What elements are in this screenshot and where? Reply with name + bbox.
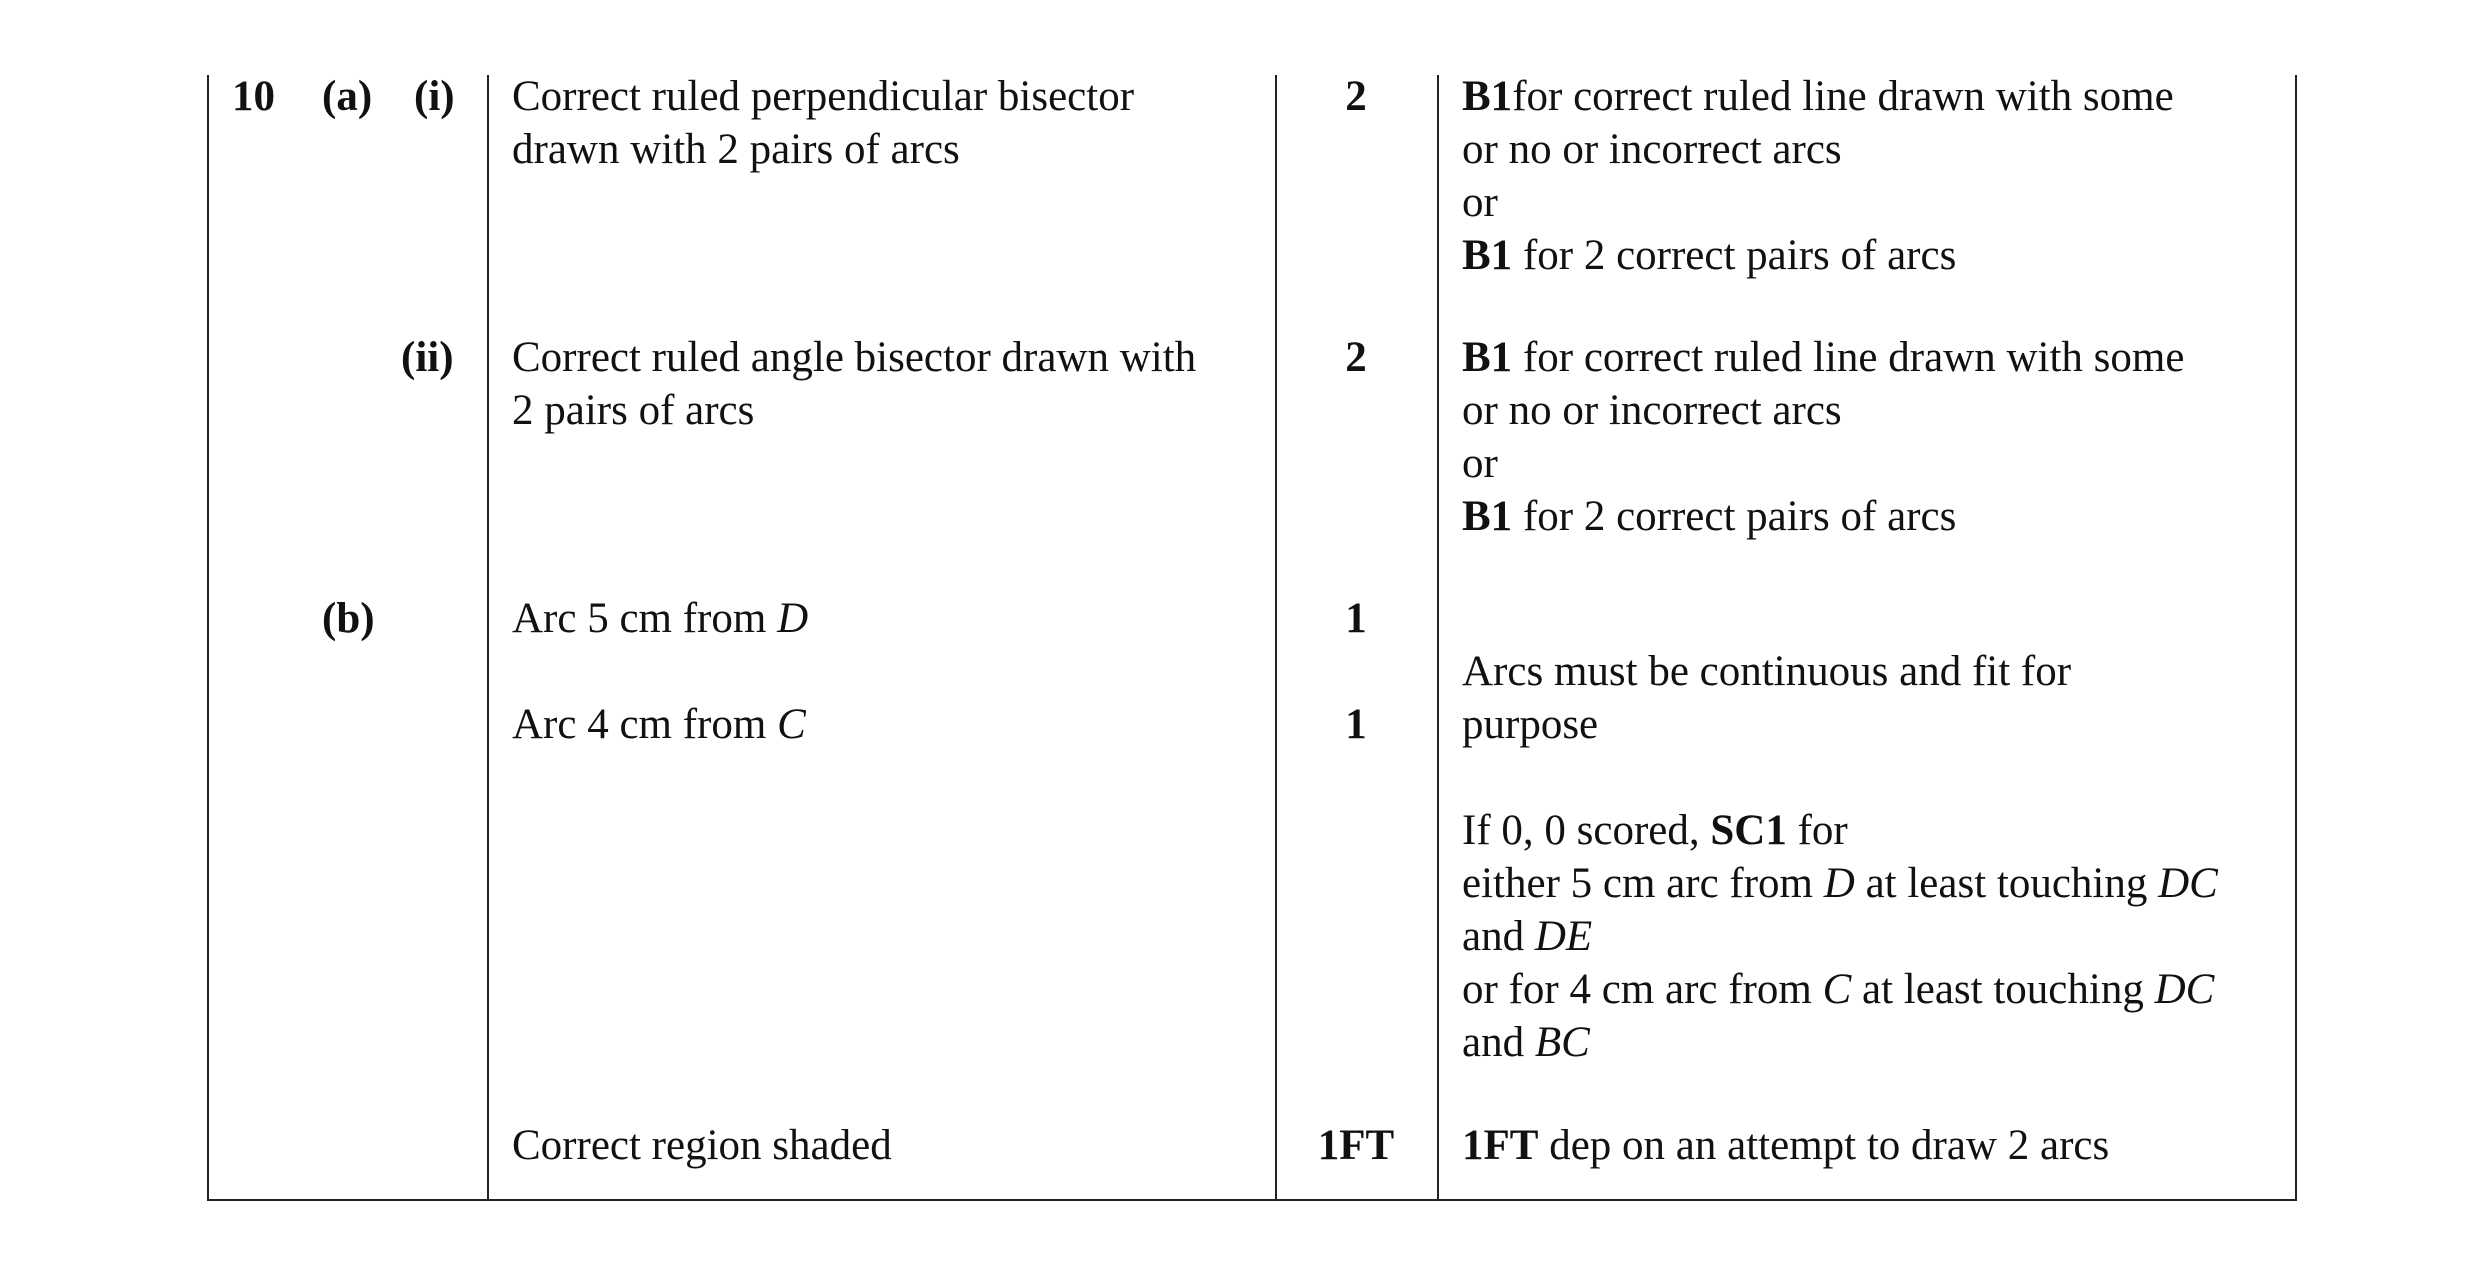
sc1-mark-code: SC1	[1710, 807, 1787, 854]
part-a-ii-label: (ii)	[401, 334, 454, 381]
answer-arc-from-c: Arc 4 cm from C	[512, 701, 806, 748]
mark-arc-from-c: 1	[1345, 701, 1367, 748]
guidance-region-shaded: 1FT dep on an attempt to draw 2 arcs	[1462, 1122, 2110, 1169]
part-a-i-label: (i)	[414, 73, 455, 120]
answer-a-i	[512, 70, 1134, 176]
answer-line: 2 pairs of arcs	[512, 387, 755, 434]
mark-column-divider	[1437, 75, 1439, 1201]
1ft-mark-code: 1FT	[1462, 1122, 1539, 1169]
b1-mark-code: B1	[1462, 493, 1513, 540]
mark-region-shaded: 1FT	[1317, 1122, 1395, 1169]
answer-line: Correct ruled perpendicular bisector	[512, 73, 1135, 120]
mark-arc-from-d: 1	[1345, 595, 1367, 642]
part-a-label: (a)	[322, 73, 373, 120]
guidance-a-i: B1for correct ruled line drawn with some or no or incorrect arcs or B1 for 2 correct pairs of arcs	[1462, 73, 2174, 279]
answer-arc-from-d: Arc 5 cm from D	[512, 595, 809, 642]
mark-a-ii: 2	[1345, 334, 1367, 381]
mark-a-i: 2	[1345, 73, 1367, 120]
bottom-border	[207, 1199, 2297, 1201]
left-border	[207, 75, 209, 1201]
answer-line: Correct ruled angle bisector drawn with	[512, 334, 1197, 381]
answer-line: drawn with 2 pairs of arcs	[512, 126, 960, 173]
b1-mark-code: B1	[1462, 232, 1513, 279]
b1-mark-code: B1	[1462, 73, 1513, 120]
b1-mark-code: B1	[1462, 334, 1513, 381]
answer-a-ii	[512, 331, 1196, 437]
guidance-a-ii: B1 for correct ruled line drawn with some or no or incorrect arcs or B1 for 2 correct pairs of arcs	[1462, 334, 2185, 540]
answer-region-shaded: Correct region shaded	[512, 1122, 892, 1169]
right-border	[2295, 75, 2297, 1201]
answer-column-divider	[1275, 75, 1277, 1201]
question-number: 10	[232, 73, 275, 120]
part-b-label: (b)	[322, 595, 375, 642]
question-column-divider	[487, 75, 489, 1201]
guidance-b: Arcs must be continuous and fit for purpose If 0, 0 scored, SC1 for either 5 cm arc from D at least touching DC and DE or for 4 cm arc from C at least touching DC and BC	[1462, 648, 2218, 1066]
